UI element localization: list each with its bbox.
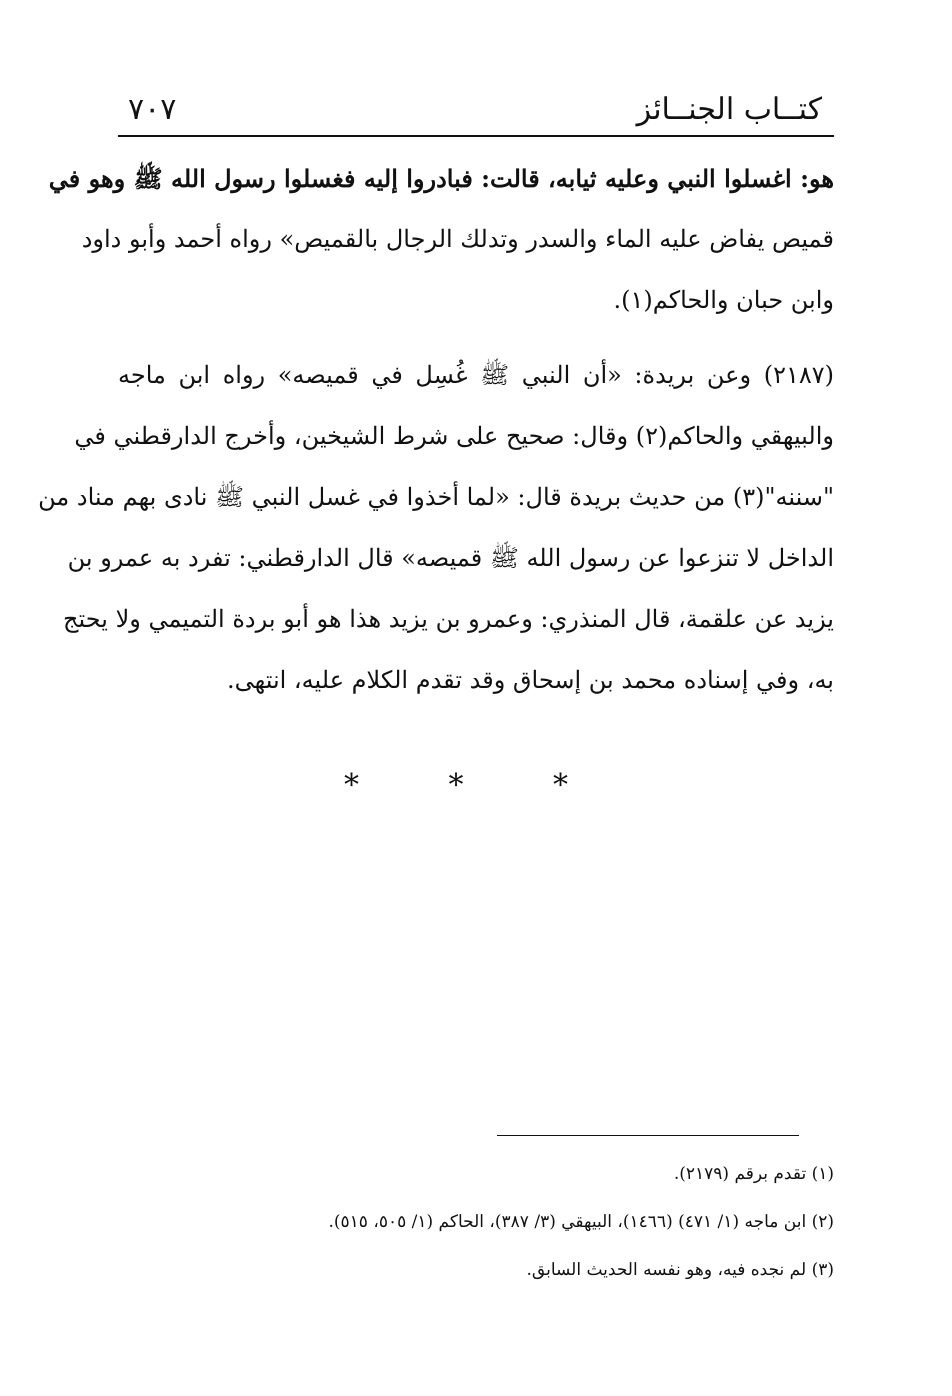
footnotes bbox=[118, 1150, 834, 1294]
text-line: والبيهقي والحاكم(٢) وقال: صحيح على شرط الشيخين، وأخرج الدارقطني في bbox=[74, 422, 834, 450]
text-line: الداخل لا تنزعوا عن رسول الله ﷺ قميصه» قال الدارقطني: تفرد به عمرو بن bbox=[67, 544, 834, 572]
header-rule bbox=[118, 135, 834, 137]
text-line: يزيد عن علقمة، قال المنذري: وعمرو بن يزيد هذا هو أبو بردة التميمي ولا يحتج bbox=[63, 605, 834, 633]
footnote: (٢) ابن ماجه (١/ ٤٧١) (١٤٦٦)، البيهقي (٣/ ٣٨٧)، الحاكم (١/ ٥٠٥، ٥١٥). bbox=[328, 1212, 834, 1232]
paragraph bbox=[48, 148, 834, 331]
footnote: (٣) لم نجده فيه، وهو نفسه الحديث السابق. bbox=[526, 1260, 834, 1280]
chapter-title: كتــاب الجنــائز bbox=[636, 92, 822, 127]
text-line: وابن حبان والحاكم(١). bbox=[613, 286, 834, 314]
section-separator: * * * bbox=[343, 768, 609, 803]
page-header bbox=[118, 92, 834, 136]
footnote-rule bbox=[497, 1135, 799, 1136]
page-number: ٧٠٧ bbox=[128, 92, 177, 127]
text-line: (٢١٨٧) وعن بريدة: «أن النبي ﷺ غُسِل في قميصه» رواه ابن ماجه bbox=[118, 361, 834, 389]
main-text bbox=[38, 148, 834, 725]
text-line: هو: اغسلوا النبي وعليه ثيابه، قالت: فبادروا إليه فغسلوا رسول الله ﷺ وهو في bbox=[48, 164, 834, 193]
footnote: (١) تقدم برقم (٢١٧٩). bbox=[673, 1164, 834, 1184]
paragraph bbox=[38, 345, 834, 711]
text-line: به، وفي إسناده محمد بن إسحاق وقد تقدم الكلام عليه، انتهى. bbox=[227, 666, 834, 694]
text-line: قميص يفاض عليه الماء والسدر وتدلك الرجال بالقميص» رواه أحمد وأبو داود bbox=[81, 225, 834, 253]
text-line: "سننه"(٣) من حديث بريدة قال: «لما أخذوا في غسل النبي ﷺ نادى بهم مناد من bbox=[38, 483, 834, 511]
